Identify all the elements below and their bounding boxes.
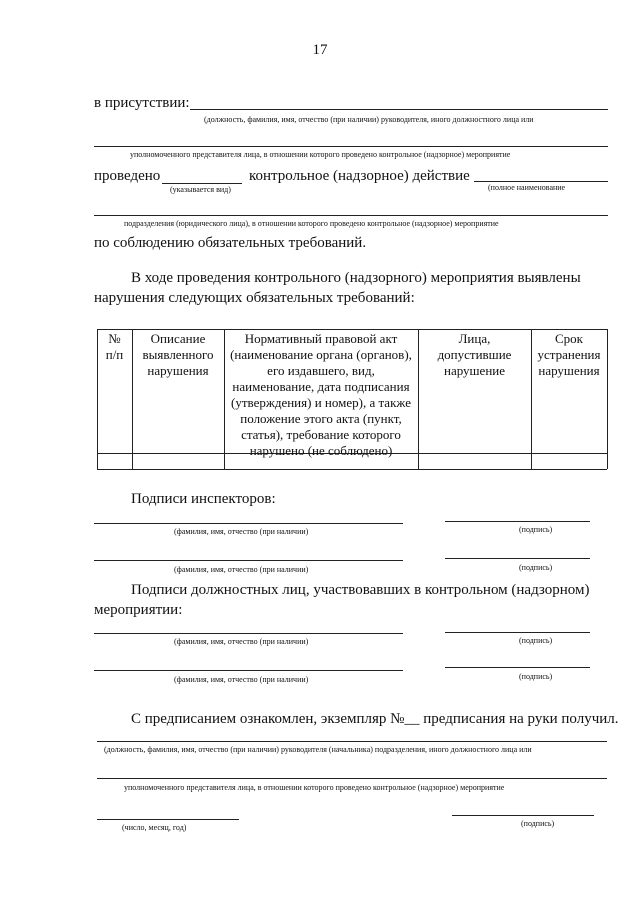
official-1-sign-line (445, 632, 590, 633)
inspector-1-sign-caption: (подпись) (519, 525, 553, 534)
acknowledge-line-1 (97, 741, 607, 742)
presence-label: в присутствии: (94, 95, 190, 111)
date-line (97, 819, 239, 820)
presence-caption-1: (должность, фамилия, имя, отчество (при наличии) руководителя, иного должностного лица или (204, 115, 534, 124)
inspector-2-sign-caption: (подпись) (519, 563, 553, 572)
table-header-description: Описание выявленного нарушения (142, 331, 214, 378)
official-2-fio-caption: (фамилия, имя, отчество (при наличии) (174, 675, 309, 684)
table-header-deadline: Срок устранения нарушения (537, 331, 601, 378)
officials-title-1: Подписи должностных лиц, участвовавших в контрольном (надзорном) (131, 582, 590, 598)
action-prefix: проведено (94, 168, 161, 184)
acknowledge-caption-2: уполномоченного представителя лица, в отношении которого проведено контрольное (надзорное) мероприятие (124, 783, 505, 792)
violations-intro-2: нарушения следующих обязательных требований: (94, 290, 415, 306)
violations-intro-1: В ходе проведения контрольного (надзорного) мероприятия выявлены (131, 270, 581, 286)
official-1-sign-caption: (подпись) (519, 636, 553, 645)
officials-title-2: мероприятии: (94, 602, 183, 618)
table-header-legal-act: Нормативный правовой акт (наименование органа (органов), его издавшего, вид, наименование, дата подписания (утверждения) и номер), а также положение этого акта (пункт, статья), требование которого нарушено (не соблюдено) (230, 331, 412, 458)
action-kind-caption: (указывается вид) (170, 185, 231, 194)
inspector-2-fio-line (94, 560, 403, 561)
compliance-text: по соблюдению обязательных требований. (94, 235, 367, 251)
page-number: 17 (312, 42, 328, 58)
action-middle: контрольное (надзорное) действие (249, 168, 470, 184)
acknowledge-line-2 (97, 778, 607, 779)
inspector-1-fio-caption: (фамилия, имя, отчество (при наличии) (174, 527, 309, 536)
action-unit-caption: подразделения (юридического лица), в отношении которого проведено контрольное (надзорное) мероприятие (124, 219, 499, 228)
table-header-number: № п/п (105, 331, 124, 362)
official-2-sign-caption: (подпись) (519, 672, 553, 681)
action-unit-line (94, 215, 608, 216)
official-1-fio-caption: (фамилия, имя, отчество (при наличии) (174, 637, 309, 646)
inspector-1-sign-line (445, 521, 590, 522)
action-kind-line (162, 183, 242, 184)
date-caption: (число, месяц, год) (122, 823, 187, 832)
acknowledge-text: С предписанием ознакомлен, экземпляр №__ предписания на руки получил. (131, 711, 619, 727)
official-1-fio-line (94, 633, 403, 634)
final-sign-caption: (подпись) (521, 819, 555, 828)
acknowledge-caption-1: (должность, фамилия, имя, отчество (при наличии) руководителя (начальника) подразделения, иного должностного лица или (104, 745, 532, 754)
official-2-sign-line (445, 667, 590, 668)
official-2-fio-line (94, 670, 403, 671)
inspectors-title: Подписи инспекторов: (131, 491, 276, 507)
presence-field-line-2 (94, 146, 608, 147)
table-header-persons: Лица, допустившие нарушение (437, 331, 512, 378)
presence-field-line (190, 109, 608, 110)
action-name-line (474, 181, 608, 182)
presence-caption-2: уполномоченного представителя лица, в отношении которого проведено контрольное (надзорное) мероприятие (130, 150, 511, 159)
inspector-1-fio-line (94, 523, 403, 524)
final-sign-line (452, 815, 594, 816)
inspector-2-fio-caption: (фамилия, имя, отчество (при наличии) (174, 565, 309, 574)
inspector-2-sign-line (445, 558, 590, 559)
action-name-caption: (полное наименование (488, 183, 566, 192)
